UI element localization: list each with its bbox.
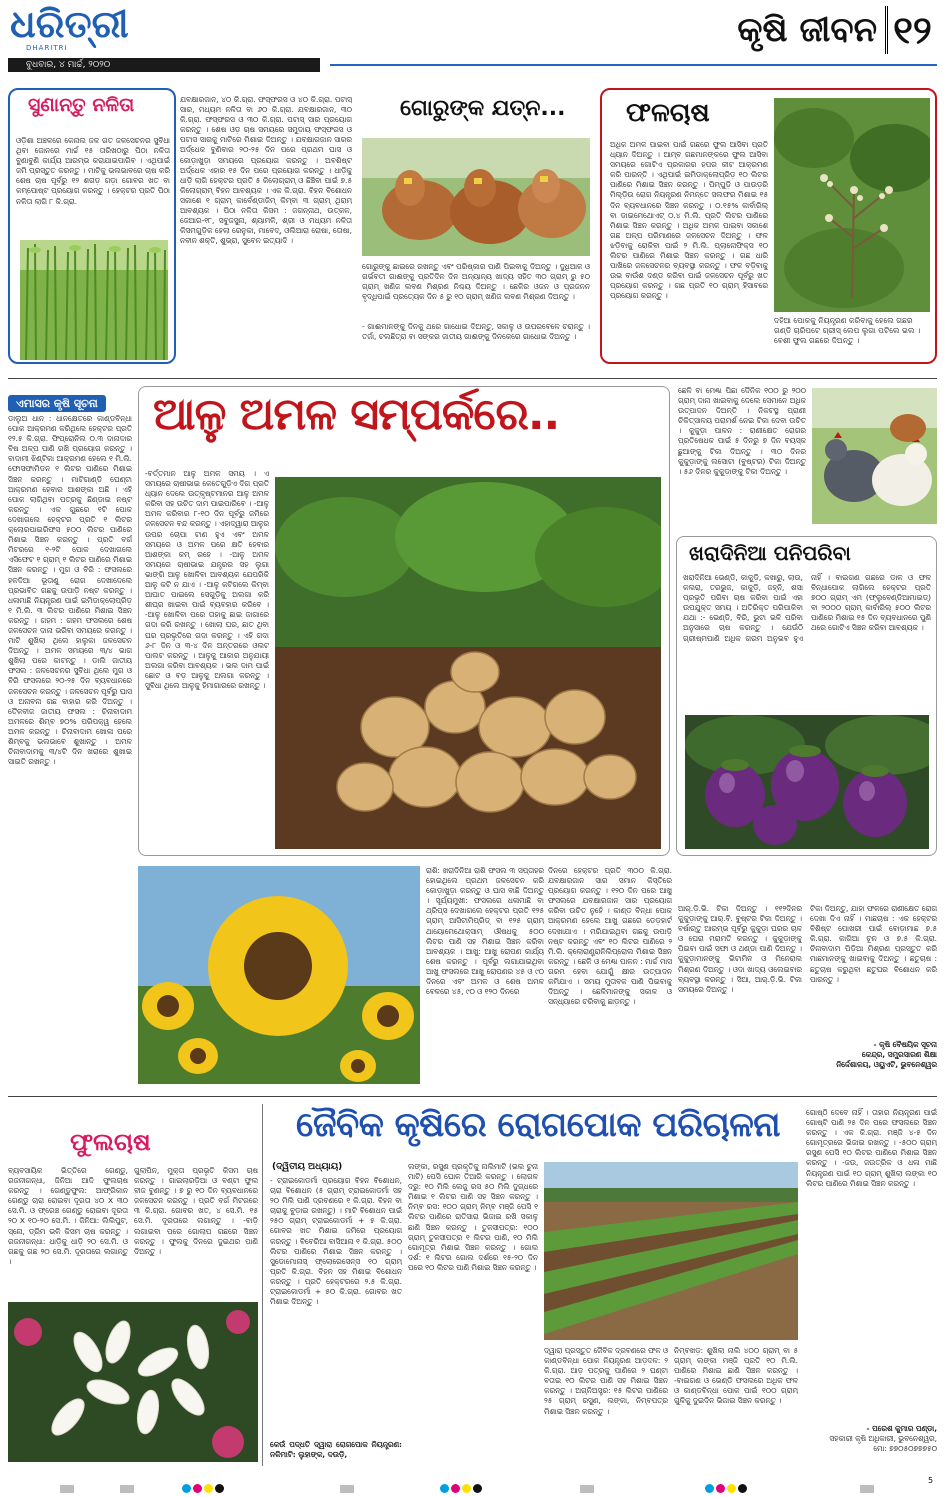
organic-text-col5: ଗୋଷ୍ଠି ଦେବେ ନାହିଁ । ତାହାର ନିୟନ୍ତ୍ରଣ ପାଇଁ ଗୋଷ୍ଟି ପାଣି ୨୫ ଦିନ ପରେ ଫସଲରେ ସିଞ୍ଚନ କରନ୍ତୁ । ଏକ କି.ଗ୍ରା. ମଞ୍ଜି ୪-୫ ଦିନ ଗୋମୂତ୍ରରେ ଭିଜାଇ ରଖନ୍ତୁ । -୫୦୦ ଗ୍ରାମ୍ ରସୁଣ ପେସି ୧୦ ଲିଟର ପାଣିରେ ମିଶାଇ ସିଞ୍ଚନ କରନ୍ତୁ । -ଜଉ, ଜଉତ୍ରିକ ଓ ଧଳା ମାଛି ନିୟନ୍ତ୍ରଣ ପାଇଁ ୧୦ ଗ୍ରାମ୍ ଶୁଖିଲା ଲଙ୍କା ୧୦ ଲିଟର ପାଣିରେ ମିଶାଇ ସିଞ୍ଚନ କରନ୍ତୁ । — [806, 1108, 937, 1188]
registration-bar — [580, 1485, 594, 1493]
cyan-swatch — [440, 1484, 449, 1493]
crops-text-col2: ଦିନରେ ହେକ୍ଟର ପ୍ରତି ୩୦୦ କି.ଗ୍ରା. ଯବକ୍ଷାରଜାନ ସାର ସମାନ କିସ୍ତିରେ ପ୍ରୟୋଗ କରନ୍ତୁ । ୧୨୦ ଦିନ ପରେ ଆଖୁ ଫସଲରେ ଯବକ୍ଷାରଜାନ ସାର ପ୍ରୟୋଗ କରିବା ଉଚିତ ନୁହେଁ । କାଣ୍ଡ ବିନ୍ଧା ପୋକ ଆକ୍ରମଣ ହେଲେ ଆଖୁ ଗଛରେ ଡେଡ଼ହାର୍ଟ ଦେଖାଯାଏ । ମରିଯାଇଥିବା ଗଛକୁ ଉପାଡ଼ି ନଷ୍ଟ କରନ୍ତୁ ଏବଂ ୧୦ ଲିଟର ପାଣିରେ ୨ ମି.ଲି. କ୍ଲୋରାଣ୍ଟ୍ରାନିଲିପ୍ରୋଲ ମିଶାଇ ସିଞ୍ଚନ କରନ୍ତୁ । ଛେଳି ଓ ମେଣ୍ଢା ପାଳନ : ମାର୍ଚ୍ଚ ମାସ ଗରମ ହେବା ଯୋଗୁଁ କ୍ଷୀର ଉତ୍ପାଦନ କମିଯାଏ । ସମୟ ମୁତାବକ ପାଣି ପିଇବାକୁ ଦିଅନ୍ତୁ । ଛେଳିମାନଙ୍କୁ ସକାଳ ଓ ସନ୍ଧ୍ୟାରେ ଚରିବାକୁ ଛାଡ଼ନ୍ତୁ । — [548, 866, 672, 1007]
bottom-column-divider — [262, 1104, 263, 1466]
potato-text: -ବର୍ତ୍ତମାନ ଆଳୁ ଅମଳ ସମୟ । ଏ ସମୟରେ ଚାଷୀଭାଇ କେତେଗୁଡ଼ିଏ ଦିଗ ପ୍ରତି ଧ୍ୟାନ ଦେଲେ ଉତ୍କୃଷ୍ଟମାନର ଆଳୁ ଅମଳ କରିବା ସହ ଉଚିତ ଦାମ ପାଇପାରିବେ । -ଆଳୁ ଅମଳ କରିବାର ୮-୧୦ ଦିନ ପୂର୍ବରୁ ଜମିରେ ଜଳସେଚନ ବନ୍ଦ କରନ୍ତୁ । ଏହାଦ୍ୱାରା ଆଳୁର ଉପର ଚୋପା ଟାଣ ହୁଏ ଏବଂ ଅମଳ ସମୟରେ ଓ ଅମଳ ପରେ କ୍ଷତି ହେବାର ଆଶଙ୍କା କମ୍ ରହେ । -ଆଳୁ ଅମଳ ସମୟରେ ଚାଷୀଭାଇ ଯନ୍ତ୍ରର ସହ ଲୁଗା ଭାଙ୍ଗି ଆଳୁ ଖୋଳିବା ଆବଶ୍ୟକ ଯେପରିକି ଆଳୁ କଟି ନ ଯାଏ । -ଆଳୁ କଟିଗଲେ କିମ୍ବା ଆଘାତ ପାଇଲେ ସେଗୁଡ଼ିକୁ ଅଲଗା କରି ଶୀଘ୍ର ଖାଇବା ପାଇଁ ବ୍ୟବହାର କରିବେ । -ଆଳୁ ଖୋଳିବା ପରେ ତାହାକୁ ଛାଇ ଜାଗାରେ ଗଦା କରି ରଖନ୍ତୁ । ଖୋଲା ଘର, ଛାତ ଥିବା ଘର ପ୍ରଭୃତିରେ ଗଦା କରନ୍ତୁ । ଏହି ଗଦା ୬-୮ ଦିନ ଓ ୩-୪ ଦିନ ଅନ୍ତରରେ ଓଲଟ ପାଲଟ କରନ୍ତୁ । ଆଳୁକୁ ଆକାର ଅନୁଯାୟୀ ଅଲଗା କରିବା ଆବଶ୍ୟକ । ଭଲ ଦାମ ପାଇଁ ଛୋଟ ଓ ବଡ଼ ଆଳୁକୁ ଅଲଗା କରନ୍ତୁ । ସୁବିଧା ଥିଲେ ଆଳୁକୁ ହିମାଗାରରେ ରଖନ୍ତୁ । — [145, 469, 269, 690]
organic-text-col1-footer: କେଉଁ ପଦ୍ଧତି ଦ୍ୱାରା ରୋଗପୋକ ନିୟନ୍ତ୍ରଣ: ନଳିମାଟି: ଲୁହାଙ୍କ, ଦଉଡ଼ି, — [270, 1440, 402, 1460]
masthead-logo — [10, 1, 129, 56]
crops-text-col1: ରାଶି: ଖରାଦିନିଆ ରାଶି ଫସଲ ୩ ସପ୍ତାହର ହୋଇଥିଲେ ପ୍ରଥମ ଜଳସେଚନ କରି କୋଡ଼ାଖୁଡ଼ା କରନ୍ତୁ ଓ ଘାସ ବାଛି ଦିଅନ୍ତୁ । ସୂର୍ଯ୍ୟମୁଖୀ: ଫସଲରେ ଧଳାମାଛି ବା ଥ୍ରିପ୍ସ ଦେଖାଗଲେ ହେକ୍ଟର ପ୍ରତି ୧୨୫ ଗ୍ରାମ୍ ଆସିଟାମିପ୍ରିଡ୍ ବା ୧୨୫ ଗ୍ରାମ୍ ଥାୟୋମେଥୋକ୍ସାମ୍ ଔଷଧକୁ ୫୦୦ ଲିଟର ପାଣି ସହ ମିଶାଇ ସିଞ୍ଚନ କରିବା ଆବଶ୍ୟକ । ଆଖୁ: ଆଖୁ ରୋପଣ କାର୍ଯ୍ୟ ଶେଷ କରନ୍ତୁ । ପୂର୍ବରୁ ଲଗାଯାଇଥିବା ଆଖୁ ଫସଲରେ ଆଖୁ ରୋପଣର ୪୫ ଓ ୯୦ ଦିନରେ ଏବଂ ଅମଳ ଓ ଶେଷ ଅମଳ ବେଳରେ ୪୫, ୯୦ ଓ ୧୨୦ ଦିନରେ — [426, 866, 544, 997]
jute-text-col2: ଯବକ୍ଷାରଜାନ, ୪୦ କି.ଗ୍ରା. ଫସ୍‌ଫରସ ଓ ୪୦ କି.ଗ୍ରା. ପଟାସ୍ ସାର, ମଧ୍ୟମ ନଳିତା ବା ୬୦ କି.ଗ୍ରା. ଯବକ୍ଷାରଜାନ, ୩୦ କି.ଗ୍ରା. ଫସ୍‌ଫରସ ଓ ୩୦ କି.ଗ୍ରା. ପଟାସ୍ ସାର ପ୍ରୟୋଗ କରନ୍ତୁ । ଶେଷ ଓଡ଼ ଚାଷ ସମୟରେ ସମୁଦାୟ ଫସ୍‌ଫରସ ଓ ପଟାସ ସାରକୁ ମାଟିରେ ମିଶାଇ ଦିଅନ୍ତୁ । ଯବକ୍ଷାରଜାନ ସାରର ଅର୍ଦ୍ଧେକ ବୁଣିବାର ୨୦-୨୫ ଦିନ ପରେ ପ୍ରଥମ ଘାସ ଓ କୋଡ଼ାଖୁଡ଼ା ସମୟରେ ପ୍ରୟୋଗ କରନ୍ତୁ । ଅବଶିଷ୍ଟ ଅର୍ଦ୍ଧେକ ଏହାର ୧୫ ଦିନ ପରେ ପ୍ରୟୋଗ କରନ୍ତୁ । ଧାଡ଼ିକୁ ଧାଡ଼ି ଲାଗି ହେକ୍ଟର ପ୍ରତି ୫ କିଲୋଗ୍ରାମ୍ ଓ ଛିଞ୍ଚିବା ପାଇଁ ୭.୫ କିଲୋଗ୍ରାମ୍ ବିହନ ଆବଶ୍ୟକ । ଏକ କି.ଗ୍ରା. ବିହନ ବିଶୋଧନ ସକାଶେ ୧ ଗ୍ରାମ୍ କାର୍ବେଣ୍ଡାଜିମ୍ କିମ୍ବା ୩ ଗ୍ରାମ୍ ଥିରାମ୍ ଆବଶ୍ୟକ । ପିଠା ନଳିତା କିସମ : ଜଗନ୍ନାଥ, ଉତ୍କଳ, ଜେ‌ଆର-୧୮, ସବୁଜସୁନା, ଶ୍ୟାମଳି, ଶ୍ରୀ ଓ ମଧ୍ୟମ ନଳିତା କିସମଗୁଡ଼ିକ ହେଲା ରେନୁକା, ମାବେଦ୍, ଓଲିଆରା ରୋଷା, ତୋଷା, ନବୀନ ଶକ୍ତି, ଶୁଭ୍ରା, ସୁବେନ ଇତ୍ୟାଦି । — [180, 95, 352, 246]
organic-text-col1: - ଟ୍ରାଇକୋଡର୍ମା ପ୍ରୟୋଗ ବିହନ ବିଶୋଧନ, ଚାରା ବିଶୋଧନ (୫ ଗ୍ରାମ୍ ଟ୍ରାଇକୋଡର୍ମା ସହ ୨୦ ମିଲି ପାଣି ଦ୍ରବଣରେ ୧ କି.ଗ୍ରା. ବିହନ ବା ଚାରାକୁ ବୁଡ଼ାଇ ରଖନ୍ତୁ) । ମାଟି ବିଶୋଧନ ପାଇଁ ୨୫୦ ଗ୍ରାମ୍ ଟ୍ରାଇକୋଡର୍ମା + ୫ କି.ଗ୍ରା. ଗୋବର ଖତ ମିଶାଇ ଜମିରେ ପ୍ରୟୋଗ କରନ୍ତୁ । ବିବେରିଆ ବାସିଆନା ୧ କି.ଗ୍ରା. ୫୦୦ ଲିଟର ପାଣିରେ ମିଶାଇ ସିଞ୍ଚନ କରନ୍ତୁ । ସୁଡୋମୋନାସ୍ ଫ୍ଲୋରେସେନ୍ସ ୧୦ ଗ୍ରାମ୍ ପ୍ରତି କି.ଗ୍ରା. ବିହନ ସହ ମିଶାଇ ବିଶୋଧନ କରନ୍ତୁ । ପ୍ରତି ହେକ୍ଟରରେ ୨.୫ କି.ଗ୍ରା. ଟ୍ରାଇକୋଡର୍ମା + ୫୦ କି.ଗ୍ରା. ଗୋବର ଖତ ମିଶାଇ ଦିଅନ୍ତୁ । — [270, 1176, 402, 1307]
logo-subtext: DHARITRI — [26, 44, 68, 52]
cyan-swatch — [182, 1484, 191, 1493]
registration-bar — [60, 1485, 74, 1493]
page-number: ୧୨ — [885, 6, 937, 54]
cattle-text: ଗୋରୁଙ୍କୁ ଛାଇରେ ରଖନ୍ତୁ ଏବଂ ପରିଷ୍କାର ପାଣି ପିଇବାକୁ ଦିଅନ୍ତୁ । ଦୁଧିଆଳ ଓ ଗର୍ଭବତୀ ଗାଈଙ୍କୁ ପ୍ରତିଦିନ ଦିନ ଅନ୍ୟାନ୍ୟ ଖାଦ୍ୟ ସହିତ ୩୦ ଗ୍ରାମ୍ ରୁ ୫୦ ଗ୍ରାମ୍ ଖଣିଜ ଲବଣ ମିଶ୍ରଣ ନିଶ୍ଚୟ ଦିଅନ୍ତୁ । ଛେଳିର ଓଜନ ଓ ପ୍ରଜନନ ବୃଦ୍ଧିପାଇଁ ପ୍ରତ୍ୟେକ ଦିନ ୫ ରୁ ୧୦ ଗ୍ରାମ୍ ଖଣିଜ ଲବଣ ମିଶ୍ରଣ ଦିଅନ୍ତୁ । — [362, 262, 590, 302]
organic-text-col4: ନିମ୍ବଖଡ଼: ଶୁଖିଲା ନାଲି ୪୦୦ ଗ୍ରାମ୍ ବା ୫ ଗ୍ରାମ୍ ଲଙ୍କା ମଞ୍ଜି ପ୍ରତି ୧୦ ମି.ଲି. ପାଣିରେ ମିଶାଇ ଛାଣି ସିଞ୍ଚନ କରନ୍ତୁ । -ବାଇଗଣ ଓ ଭେଣ୍ଡି ଫସଲରେ ଅଧିକ ଫଳ ଓ କାଣ୍ଡବିନ୍ଧା ପୋକ ପାଇଁ ୧୦୦ ଗ୍ରାମ୍ ଗୁଳିକୁ ଦୁଇଦିନ ଭିଜାଇ ସିଞ୍ଚନ କରନ୍ତୁ । — [674, 1346, 798, 1406]
organic-byline-2: ସହକାରୀ କୃଷି ଅଧିକାରୀ, ଭୁବନେଶ୍ୱର, — [829, 1434, 937, 1443]
potato-article-box — [138, 386, 670, 856]
fruit-article-box — [600, 88, 937, 364]
notices-title: ଏମାସର କୃଷି ସୂଚନା — [8, 395, 106, 412]
sunflower-photo — [138, 866, 420, 1084]
yellow-swatch — [462, 1484, 471, 1493]
yellow-swatch — [727, 1484, 736, 1493]
fruit-text: ଅଧିକ ଅମଳ ପାଇବା ପାଇଁ ଗଛରେ ଫୁଲ ଆସିବା ପ୍ରତି ଧ୍ୟାନ ଦିଅନ୍ତୁ । ଆମ୍ବ ଗଛମାନଙ୍କରେ ଫୁଲ ଆସିବା ସମୟରେ ଗୋଟିଏ ପ୍ରକାରର ହପର କୀଟ ଆକ୍ରମଣ କରି ପାରନ୍ତି । ଏଥିପାଇଁ ଇମିଡାକ୍ଲୋପ୍ରିଡ଼ ୧୦ ଲିଟର ପାଣିରେ ମିଶାଇ ସିଞ୍ଚନ କରନ୍ତୁ । ପିମ୍ପୁଡ଼ି ଓ ପାଉଡ଼ରି ମିଲ୍ଡ଼ିଉ ରୋଗ ନିୟନ୍ତ୍ରଣ ନିମନ୍ତେ ସଲଫର ମିଶାଇ ୧୫ ଦିନ ବ୍ୟବଧାନରେ ସିଞ୍ଚନ କରନ୍ତୁ । ୦.୧୫% କାର୍ବାରିଲ୍ ବା ଡାଇମେଥୋଏଟ୍ ୦.୪ ମି.ଲି. ପ୍ରତି ଲିଟର ପାଣିରେ ମିଶାଇ ସିଞ୍ଚନ କରନ୍ତୁ । ଅଧିକ ଅମଳ ପାଇବା ସକାଶେ ଗଛ ଅଳ୍ପ ପରିମାଣରେ ଜଳସେଚନ ଦିଅନ୍ତୁ । ଫଳ ଝଡ଼ିବାକୁ ରୋକିବା ପାଇଁ ୨ ମି.ଲି. ପ୍ଲାନୋଫିକ୍ସ ୧୦ ଲିଟର ପାଣିରେ ମିଶାଇ ସିଞ୍ଚନ କରନ୍ତୁ । ଗଛ ଧାରି ପାଖିରେ ଜଳସେଚନର ବ୍ୟବସ୍ଥା କରନ୍ତୁ । ଫଳ ବଡ଼ିବାକୁ ଉଭ ବାଉଁଶ ଦଣ୍ଡ କରିବା ପାଇଁ ଜଳସେଚନ ପୂର୍ବରୁ ଖତ ପ୍ରୟୋଗ କରନ୍ତୁ । ଗଛ ପ୍ରତି ୧୦ ଗ୍ରାମ୍ ହିସାବରେ ପ୍ରୟୋଗ କରନ୍ତୁ । — [610, 140, 768, 301]
registration-bar — [860, 1485, 874, 1493]
black-swatch — [473, 1484, 482, 1493]
potato-title: ଆଳୁ ଅମଳ ସମ୍ପର୍କରେ.. — [153, 389, 560, 440]
section-divider — [8, 378, 937, 379]
crops-byline-1: - କୃଷି ବୈଷୟିକ ସୂଚନା — [873, 1040, 937, 1049]
poultry-text: ଛେଳି ବା ମେଣ୍ଢା ପିଛା ଦୈନିକ ୧୦୦ ରୁ ୨୦୦ ଗ୍ରାମ୍ ଦାନା ଖାଇବାକୁ ଦେଲେ ସେମାନେ ଅଧିକ ଉତ୍ପାଦନ ଦିଅନ୍ତି । ନିକଟସ୍ଥ ପ୍ରାଣୀ ଚିକିତ୍ସାଳୟ ପରାମର୍ଶ ନେଇ ଟିକା ଦେବା ଉଚିତ । କୁକୁଡ଼ା ପାଳନ : ରାଣୀକ୍ଷେତ ରୋଗର ପ୍ରତିଷେଧକ ପାଇଁ ୫ ଦିନରୁ ୭ ଦିନ ବୟସ୍କ ଛୁଆଙ୍କୁ ଟିକା ଦିଅନ୍ତୁ । ୩୦ ଦିନର କୁକୁଡ଼ାଙ୍କୁ ଲସୋଟା (ବୁଷ୍ଟର) ଟିକା ଦିଅନ୍ତୁ । ୫୬ ଦିନର କୁକୁଡ଼ାଙ୍କୁ ଟିକା ଦିଅନ୍ତୁ । — [678, 386, 806, 476]
flower-text-col1: ବ୍ୟବସାୟିକ ଭିତ୍ତିରେ ଗେଣ୍ଡୁ, ରଜନୀଗନ୍ଧା, ଜିନିଆ ଆଦି ଫୁଲଚାଷ କରନ୍ତୁ । ଗେଣ୍ଡୁଫୁଲ: ଆଫ୍ରିକାନ ଗେଣ୍ଡୁ ଚାରା ରୋଇବା ଦୂରତା ୪୦ X ୩୦ ସେ.ମି. ଓ ଫ୍ରେଞ୍ଚ ଗେଣ୍ଡୁ ରୋଇବା ଦୂରତା ୨୦ X ୧୦-୨୦ ସେ.ମି. । ଜିନିଆ: ଲିଲିପୁଟ, ସ୍ନୋ, ଡ୍ରିମ ଭଳି କିସମ ଚାଷ କରନ୍ତୁ । ରଜନୀଗନ୍ଧା: ଧାଡ଼ିକୁ ଧାଡ଼ି ୨୦ ସେ.ମି. ଓ ଗଛକୁ ଗଛ ୨୦ ସେ.ମି. ଦୂରତାରେ ଲଗାନ୍ତୁ । — [8, 1166, 128, 1266]
flower-title: ଫୁଲଚାଷ — [70, 1128, 151, 1156]
mango-caption: ଦହିଆ ପୋକକୁ ନିୟନ୍ତ୍ରଣ କରିବାକୁ ହେଲେ ଗଛର ଗଣ୍ଡି ଚାରିପଟେ ଗ୍ରୀସ୍ ଲେପ ଲୁଗା ପଟିଲେ ଭଲ । ବେଶୀ ଫୁଲ ଗଛରେ ଦିଅନ୍ତୁ । — [774, 316, 921, 345]
brinjal-photo — [685, 715, 929, 849]
notices-text: ଡାଲୁଅ ଧାନ : ଧାନକ୍ଷେତରେ କାଣ୍ଡବିନ୍ଧା ପୋକ ଆକ୍ରମଣ କରିଥିଲେ ହେକ୍ଟର ପ୍ରତି ୧୨.୫ କି.ଗ୍ରା. ଫିପ୍ରୋନିଲ ୦.୩ ଦାନାଦାର ବିଷ ଅଳ୍ପ ପାଣି ରଖି ପ୍ରୟୋଗ କରନ୍ତୁ । ବାଦାମୀ ଝିଣ୍ଟିକା ଆକ୍ରମଣ ହେଲେ ୧ ମି.ଲି. ଫୋସଫାମିଡନ ୧ ଲିଟର ପାଣିରେ ମିଶାଇ ସିଞ୍ଚନ କରନ୍ତୁ । ମାଟିଗାଣ୍ଡି ଘେଣ୍ଟା ଆକ୍ରମଣ ହେବାର ଆଶଙ୍କା ଅଛି । ଏହି ପୋକ ଲାଗିଥିବା ପତ୍ରକୁ ଛିଣ୍ଡାଇ ନଷ୍ଟ କରନ୍ତୁ । ଏକ ଗୁଛରେ ୧ଟି ପୋକ ଦେଖାଗଲେ ହେକ୍ଟର ପ୍ରତି ୧ ଲିଟର କ୍ଲୋରପାଇରିଫସ ୫୦୦ ଲିଟର ପାଣିରେ ମିଶାଇ ସିଞ୍ଚନ କରନ୍ତୁ । ପ୍ରତି ବର୍ଗ ମିଟରରେ ୧-୨ଟି ପୋକ ଦେଖାଗଲେ ଏସିଫେଟ ୧ ଗ୍ରାମ୍ ୧ ଲିଟର ପାଣିରେ ମିଶାଇ ସିଞ୍ଚନ କରନ୍ତୁ । ମୁଗ ଓ ବିରି : ଫସଲରେ ହଳଦିଆ ଭୂତାଣୁ ରୋଗ ଦେଖାଦେଲେ ପ୍ରଭାବିତ ଗଛକୁ ଉପାଡ଼ି ନଷ୍ଟ କରନ୍ତୁ । ଧଳାମାଛି ନିୟନ୍ତ୍ରଣ ପାଇଁ ଇମିଡାକ୍ଲୋପ୍ରିଡ଼ ୧ ମି.ଲି. ୩ ଲିଟର ପାଣିରେ ମିଶାଇ ସିଞ୍ଚନ କରନ୍ତୁ । ଗହମ : ଗହମ ଫସଲରେ ଶେଷ ଜଳସେଚନ ଦାନା ଭରିବା ସମୟରେ କରନ୍ତୁ । ମାଟି ଶୁଖିଲା ଥିଲେ ହାଲୁକା ଜଳସେଚନ ଦିଅନ୍ତୁ । ଅମଳ ସମୟରେ ୩/୪ ଭାଗ ଶୁଖିଲା ପରେ କାଟନ୍ତୁ । ଡାଲି ଜାତୀୟ ଫସଲ : ଜଳସେଚନର ସୁବିଧା ଥିଲେ ମୁଗ ଓ ବିରି ଫସଲରେ ୨୦-୨୫ ଦିନ ବ୍ୟବଧାନରେ ଜଳସେଚନ କରନ୍ତୁ । ଜଳସେଚନ ପୂର୍ବରୁ ଘାସ ଓ ଅନାବନା ଗଛ ବାହାର କରି ଦିଅନ୍ତୁ । ତୈଳବୀଜ ଜାତୀୟ ଫସଲ : ଚିନାବାଦାମ ଅମଳରେ ଶିମ୍ବ ୭୦% ପରିପକ୍ୱ ହେଲେ ଅମଳ କରନ୍ତୁ । ଚିନାବାଦାମ ଖୋଳା ପରେ ଶିମ୍ବକୁ ଭଲଭାବେ ଶୁଖାନ୍ତୁ । ଅମଳ ଚିନାବାଦାମକୁ ୩/୪ଟି ଦିନ ଖରାରେ ଶୁଖାଇ ସାଇତି ରଖନ୍ତୁ । — [8, 414, 132, 767]
cyan-swatch — [705, 1484, 714, 1493]
print-marks — [0, 1472, 945, 1497]
organic-byline-1: - ପରେଶ କୁମାର ପଣ୍ଡା, — [866, 1424, 937, 1433]
mango-photo — [774, 98, 930, 312]
organic-text-col3: ଦ୍ୱାରା ପ୍ରସ୍ତୁତ ଜୈବିକ ଦ୍ରବଣରେ ଫଳ ଓ କାଣ୍ଡବିନ୍ଧା ପୋକ ନିୟନ୍ତ୍ରଣ ଆଡ଼ଦଳ: ୨ କି.ଗ୍ରା. ଆଡ଼ ପତ୍ରକୁ ପାଣିରେ ୨ ଘଣ୍ଟା ବତାଇ ୧୦ ଲିଟର ପାଣି ସହ ମିଶାଇ ସିଞ୍ଚନ କରନ୍ତୁ । ଅଗ୍ନିଅସ୍ତ୍ର: ୧୫ ଲିଟର ପାଣିରେ ୨୫ ଗ୍ରାମ୍ ରସୁଣ, ଲଙ୍କା, ନିମ୍ବପତ୍ର ମିଶାଇ ସିଞ୍ଚନ କରନ୍ତୁ । — [544, 1346, 668, 1416]
notices-header — [8, 392, 134, 411]
black-swatch — [738, 1484, 747, 1493]
magenta-swatch — [716, 1484, 725, 1493]
crops-byline-2: କେନ୍ଦ୍ର, ସମ୍ପ୍ରସାରଣ ଶିକ୍ଷା — [861, 1050, 937, 1059]
bottom-section-divider — [8, 1096, 937, 1097]
organic-text-col2: ଲଙ୍କା, ରସୁଣ ପ୍ରକୃତିକୁ ନାଲିମାଟି (ଭଲ ଚୁନା ମାଟି) ପେସି ଘୋଳ ତିଆରି କରନ୍ତୁ । ଲୋଗଳ ଦରୁ: ୧୦ ମିଲି ଲେଜୁ ରସ ୫୦ ମିଲି ଦୁଗ୍ଧରେ ମିଶାଇ ୧ ଲିଟର ପାଣି ସହ ସିଞ୍ଚନ କରନ୍ତୁ । ନିମ୍ବ ରସ: ୧୦୦ ଗ୍ରାମ୍ ନିମ୍ବ ମଞ୍ଜି ପେସି ୧ ଲିଟର ପାଣିରେ ରାତିସାରା ଭିଜାଇ ରଖି ସକାଳୁ ଛାଣି ସିଞ୍ଚନ କରନ୍ତୁ । ତୁଳସୀପତ୍ର: ୧୦୦ ଗ୍ରାମ୍ ତୁଳସୀପତ୍ର ୧ ଲିଟର ପାଣି, ୧୦ ମିଲି ଗୋମୂତ୍ର ମିଶାଇ ସିଞ୍ଚନ କରନ୍ତୁ । ଗୋଲ ଦର୍ଶ: ୧ ଲିଟର ଗୋଲ ଦର୍ଶରେ ୧୫-୨୦ ଦିନ ପରେ ୧୦ ଲିଟର ପାଣି ମିଶାଇ ସିଞ୍ଚନ କରନ୍ତୁ । — [408, 1162, 538, 1272]
jute-title: ସୁଣାନ୍ତୁ ନଳିତା — [28, 94, 135, 116]
cattle-photo — [362, 138, 590, 256]
vegetables-article-box — [676, 536, 937, 856]
jute-article-box — [8, 88, 176, 364]
crops-text-col3: ଆର୍.ଡ଼ି.ଭି. ଟିକା ଦିଅନ୍ତୁ । ୧୧୨ଦିନର କୁକୁଡ଼ାଙ୍କୁ ଆର୍.ବି. ବୁଷ୍ଟର ଟିକା ଦିଅନ୍ତୁ । ବର୍ଷାଋତୁ ଆରମ୍ଭ ପୂର୍ବରୁ କୁକୁଡ଼ା ଘରର ଚାଳ ଓ ଘେରା ମରାମତି କରନ୍ତୁ । କୁକୁଡ଼ାଙ୍କୁ ପିଇବା ପାଇଁ ସଫା ଓ ଥଣ୍ଡା ପାଣି ଦିଅନ୍ତୁ । କୁକୁଡ଼ାମାନଙ୍କୁ ଭିଟାମିନ ଓ ମିନେରାଲ ମିଶ୍ରଣ ଦିଅନ୍ତୁ । ଓଦା ଖାଦ୍ୟ ଓଲେଇବାର ବ୍ୟବସ୍ଥା କରନ୍ତୁ । ସିଆ, ଆର୍.ଡ଼ି.ଭି. ଟିକା ସମୟରେ ଦିଅନ୍ତୁ । — [678, 904, 802, 994]
cattle-text-2: - ଗାଈମାନଙ୍କୁ ଦିନକୁ ଥରେ ଗାଧୋଇ ଦିଅନ୍ତୁ, ସକାଳୁ ଓ ଉପରବେଳେ ଚରାନ୍ତୁ । ତର୍ଜା, ଚଲଛିତ୍ରା ବା ସଙ୍କର ଜାତୀୟ ଗାଈଙ୍କୁ ଦିନକେରେ ଗାଧୋଇ ଦିଅନ୍ତୁ । — [362, 322, 590, 342]
black-swatch — [215, 1484, 224, 1493]
yellow-swatch — [204, 1484, 213, 1493]
jute-photo — [20, 240, 168, 360]
organic-title: ଜୈବିକ କୃଷିରେ ରୋଗପୋକ ପରିଚାଳନା — [296, 1105, 781, 1145]
vegetables-text: ଖରାଦିନିଆ ଭେଣ୍ଡି, କାକୁଡ଼ି, କଖାରୁ, ଲାଉ, କଲରା, ତରଭୁଜ, କାକୁଡ଼ି, ଜହ୍ନି, ଶସା ପ୍ରଭୃତି ପରିବା ଚାଷ କରିବା ପାଇଁ ଏହା ଉପଯୁକ୍ତ ସମୟ । ଅତିରିକ୍ତ ପରିପାକିବା ଯଥା :- ଭେଣ୍ଡି, ବିରି, ଭୁଟା ଭଳି ପରିବା ଅନୁସାରେ ଚାଷ କରନ୍ତୁ । ଯେଉଁଠି ଗ୍ରୀଷ୍ମପାଣି ଅଧିକ ଗରମ ଅନୁଭବ ହୁଏ ନାହିଁ । ବାଇଗଣ ଗଛରେ ଡାଳ ଓ ଫଳ ବିନ୍ଧାପୋକ ଲାଗିଲେ ହେକ୍ଟର ପ୍ରତି ୭୦୦ ଗ୍ରାମ୍ ଏମ (ଫ୍ଲୁବେଣ୍ଡିଆମାଇଡ୍) ବା ୨୦୦୦ ଗ୍ରାମ୍ କାର୍ବାରିଲ୍ ୫୦୦ ଲିଟର ପାଣିରେ ମିଶାଇ ୧୫ ଦିନ ବ୍ୟବଧାନରେ ପୁଣି ଥରେ ଗୋଟିଏ ସିଞ୍ଚନ କରିବା ଆବଶ୍ୟକ । — [683, 573, 931, 643]
registration-bar — [120, 1485, 134, 1493]
magenta-swatch — [451, 1484, 460, 1493]
vegetables-title: ଖରାଦିନିଆ ପନିପରିବା — [689, 541, 851, 565]
crops-byline-3: ନିର୍ଦ୍ଦେଶାଳୟ, ଓୟୁଏଟି, ଭୁବନେଶ୍ୱର — [836, 1060, 937, 1069]
logo-text: ଧରିତ୍ରୀ — [10, 1, 129, 46]
tuberose-photo — [8, 1302, 258, 1462]
print-page-marker: 5 — [928, 1476, 934, 1485]
cattle-title: ଗୋରୁଙ୍କ ଯତ୍ନ... — [400, 96, 566, 121]
fruit-title: ଫଳଚାଷ — [626, 98, 710, 128]
date-bar: ବୁଧବାର, ୪ ମାର୍ଚ୍ଚ, ୨୦୨୦ — [8, 58, 320, 72]
jute-text-col1: ଓଡ଼ିଶା ଅଞ୍ଚଳରେ କେନାଲ ଜଳ ଗତ ଜଳସେଚନର ସୁବିଧା ଥିବା ଜୋନରେ ମାର୍ଚ୍ଚ ୧୫ ତାରିଖଠାରୁ ପିଠା ନଳିତା ବୁଣାବୁଣି କାର୍ଯ୍ୟ ଆରମ୍ଭ କରାଯାଇପାରିବ । ଏଥିପାଇଁ ଜମି ପ୍ରସ୍ତୁତ କରନ୍ତୁ । ମାଟିକୁ ଭଲଭାବରେ ଚାଷ କରି ଶେଷ ଚାଷ ପୂର୍ବରୁ ୧୨ ଶଗଡ଼ ଗଡ଼ା ଗୋବର ଖତ ବା କମ୍ପୋଷ୍ଟ ପ୍ରୟୋଗ କରନ୍ତୁ । ହେକ୍ଟର ପ୍ରତି ପିଠା ନଳିତା ଲାଗି ୮ କି.ଗ୍ରା. — [16, 136, 170, 206]
organic-byline — [780, 1424, 937, 1454]
registration-bar — [340, 1485, 354, 1493]
hens-photo — [812, 388, 937, 524]
potato-photo — [275, 477, 661, 849]
crops-text-col4: ଟିକା ଦିଅନ୍ତୁ, ଯାହା ଫଳରେ ରାଣୀକ୍ଷେତ ରୋଗ ଦେଖା ଦିଏ ନାହିଁ । ମାଛଚାଷ : ଏକ ହେକ୍ଟର ବିଶିଷ୍ଟ ପୋଖରୀ ପାଇଁ ବୋଡ଼ାମାଛ ୭.୫ କି.ଗ୍ରା. କାଗିଆ ଚୂନ ଓ ୭.୫ କି.ଗ୍ରା. ଚିନାବାଦାମ ପିଡ଼ିଆ ମିଶ୍ରଣ ପ୍ରସ୍ତୁତ କରି ମାଛମାନଙ୍କୁ ଖାଇବାକୁ ଦିଅନ୍ତୁ । ଛତୁଚାଷ : ଛତୁଚାଷ କରୁଥିବା ଛତୁଘର ବିଶୋଧନ କରି ପାରନ୍ତୁ । — [810, 904, 937, 984]
flower-text-col2: ଗୁଲାପିନ, ମୁକ୍ତା ପ୍ରଭୃତି କିସମ ଚାଷ କରନ୍ତୁ । ଗାଇଲାରଡ଼ିଆ ଓ ବଣ୍ଟା ଫୁଲ ବୀଜ ବୁଣନ୍ତୁ । ୭ ରୁ ୧୦ ଦିନ ବ୍ୟବଧାନରେ ଜଳସେଚନ କରନ୍ତୁ । ପ୍ରତି ବର୍ଗ ମିଟରରେ ୩ କି.ଗ୍ରା. ଗୋବର ଖତ, ୪ ସେ.ମି. ୧୫ ସେ.ମି. ଦୂରତାରେ ଲଗାନ୍ତୁ । -ବାଡ଼ି ଲଗାଇବା ପରେ ଗୋଲାପ ଗଛରେ ସିଞ୍ଚନ କରନ୍ତୁ । ଫୁଲକୁ ଦିନରେ ଦୁଇଥର ପାଣି ଦିଅନ୍ତୁ । — [134, 1166, 258, 1256]
magenta-swatch — [193, 1484, 202, 1493]
organic-subtitle: (ଦ୍ୱିତୀୟ ଅଧ୍ୟାୟ) — [272, 1162, 343, 1172]
field-photo — [544, 1162, 798, 1340]
crops-byline — [760, 1040, 937, 1070]
section-title: କୃଷି ଜୀବନ — [737, 10, 877, 50]
organic-byline-3: ମୋ: ୭୭୦୫୦୭୭୭୫୦ — [873, 1444, 937, 1453]
masthead-rule — [330, 64, 937, 66]
